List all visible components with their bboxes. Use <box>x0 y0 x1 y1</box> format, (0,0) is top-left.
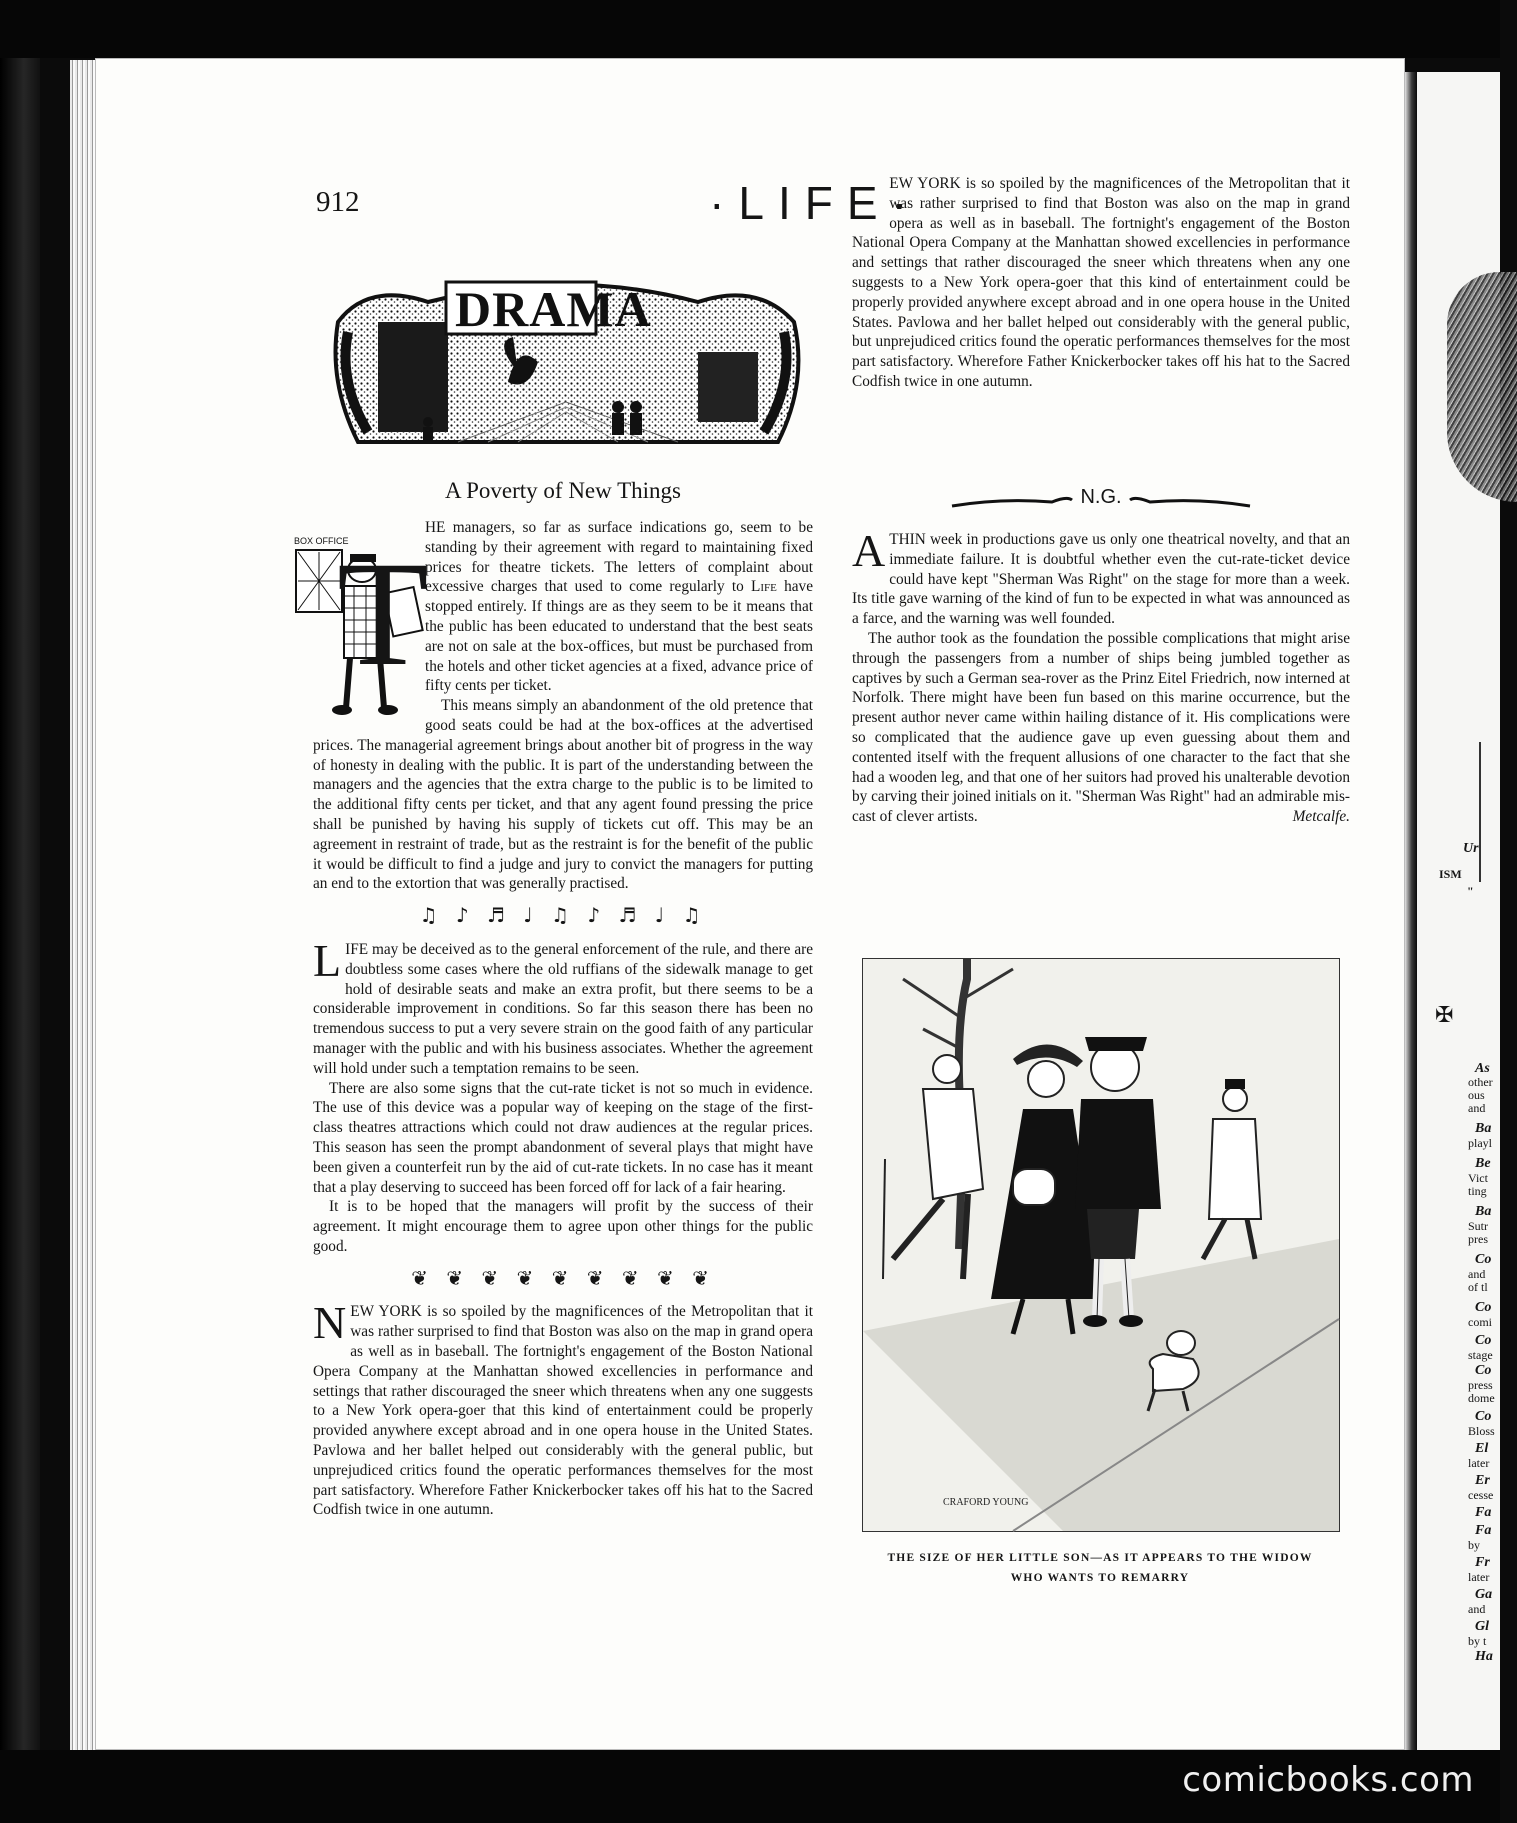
facing-page-fragment: Co <box>1475 1409 1492 1424</box>
divider-label: N.G. <box>1080 486 1122 508</box>
article-right-column <box>852 175 1350 827</box>
facing-page-fragment: ting <box>1468 1184 1487 1198</box>
paragraph-text: THIN week in productions gave us only one theatrical novelty, and that an immediate failure. It is doubtful whether even the cut-rate-ticket device could have kept "Sherman Was Right" on the stage for more than a week. Its title gave warning of the kind of fun to be expected in what was announced as a farce, and the warning was well founded. <box>852 531 1350 628</box>
facing-page-fragment: and <box>1468 1101 1486 1115</box>
drama-banner-illustration <box>318 262 814 460</box>
paragraph-text: EW YORK is so spoiled by the magnificences of the Metropolitan that it was rather surprised to find that Boston was also on the map in grand opera as well as in baseball. The fortnight's engagement of the Boston National Opera Company at the Manhattan showed excellencies in performance and settings that rather discouraged the sneer which threatens when any one suggests to a New York opera-goer that this kind of entertainment could be properly provided anywhere except abroad and in one opera house in the United States. Pavlowa and her ballet helped out considerably with the general public, but unprejudiced critics found the operatic performances themselves for the most part satisfactory. Wherefore Father Knickerbocker takes off his hat to the Sacred Codfish twice in one autumn. <box>313 1303 813 1519</box>
caption-line: THE SIZE OF HER LITTLE SON—AS IT APPEARS TO THE WIDOW <box>887 1552 1313 1564</box>
facing-page-fragment: El <box>1475 1441 1489 1456</box>
facing-page-fragment: Bloss <box>1468 1424 1495 1438</box>
cartoon-caption <box>852 1548 1348 1588</box>
scan-left-edge <box>0 0 40 1823</box>
decorative-ornament-row: ❦ ❦ ❦ ❦ ❦ ❦ ❦ ❦ ❦ <box>411 1265 715 1290</box>
masthead-title: ·LIFE· <box>709 177 921 229</box>
facing-page-fragment: Co <box>1475 1333 1492 1348</box>
section-divider <box>852 482 1350 522</box>
dropcap-L: L <box>313 934 342 986</box>
paragraph-text: The author took as the foundation the possible complications that might arise through the passengers from a number of ships being jumbled together as captives by such a German sea-rover as the Prinz Eitel Friedrich, now interned at Norfolk. There might have been fun based on this marine occurrence, but the present author never came within hailing distance of it. His complications were so complicated that the audience gave up even guessing about them and contented itself with the frequent allusions of one character to the fact that she had a wooden leg, and that one of her suitors had proved his unalterable devotion by carving their joined initials on it. "Sherman Was Right" had an admirable mis-cast of clever artists. <box>852 629 1350 826</box>
paragraph-text: IFE may be deceived as to the general enforcement of the rule, and there are doubtless some cases where the old ruffians of the sidewalk manage to get hold of desirable seats and make an extra profit, but there seems to be a considerable improvement in conditions. So far this season there has been no tremendous success to put a very severe strain on the good faith of any particular manager with the public and with his business associates. Whether the agreement will hold under such a temptation remains to be seen. <box>313 940 813 1077</box>
facing-page-fragment: press <box>1468 1378 1493 1392</box>
facing-page-fragment: Co <box>1475 1363 1492 1378</box>
facing-page-ornament-icon: ✠ <box>1435 1002 1454 1027</box>
scan-top-edge <box>0 0 1500 58</box>
caption-line: WHO WANTS TO REMARRY <box>1010 1572 1190 1584</box>
paragraph: This means simply an abandonment of the old pretence that good seats could be had at the box-offices at the advertised prices. The managerial agreement brings about another bit of progress in the way of honesty in dealing with the public. It is part of the understanding between the managers and the agencies that the extra charge to the public is to be limited to the additional fifty cents per ticket, and that any agent found pressing the price shall be punished by having his supply of tickets cut off. This may be an agreement in restraint of trade, but as the restraint is for the benefit of the public it would be difficult to find a judge and jury to convict the managers for putting an end to the extortion that was generally practised. <box>313 697 813 893</box>
paragraph-text: EW YORK is so spoiled by the magnificences of the Metropolitan that it was rather surprised to find that Boston was also on the map in grand opera as well as in baseball. The fortnight's engagement of the Boston National Opera Company at the Manhattan showed excellencies in performance and settings that rather discouraged the sneer which threatens when any one suggests to a New York opera-goer that this kind of entertainment could be properly provided anywhere except abroad and in one opera house in the United States. Pavlowa and her ballet helped out considerably with the general public, but unprejudiced critics found the operatic performances themselves for the most part satisfactory. Wherefore Father Knickerbocker takes off his hat to the Sacred Codfish twice in one autumn. <box>852 175 1350 390</box>
facing-page-fragment: Fr <box>1475 1555 1490 1570</box>
paragraph <box>313 934 813 1079</box>
facing-page-fragment: later <box>1468 1456 1490 1470</box>
facing-page-figure <box>1479 742 1502 882</box>
paragraph: It is to be hoped that the managers will profit by the success of their agreement. It might encourage them to agree upon other things for the public good. <box>313 1198 813 1255</box>
facing-page-fragment: Ha <box>1475 1649 1493 1664</box>
watermark-text: comicbooks.com <box>1182 1760 1474 1800</box>
facing-page-fragment: Ur <box>1463 841 1479 856</box>
drama-heading: DRAMA <box>455 281 652 337</box>
facing-page-fragment: ISM <box>1439 867 1462 881</box>
facing-page-illustration <box>1447 272 1517 502</box>
box-office-sign: BOX OFFICE <box>294 536 349 546</box>
facing-page-fragment: comi <box>1468 1315 1492 1329</box>
facing-page <box>1417 72 1500 1750</box>
binding-gutter <box>1405 72 1417 1750</box>
paragraph-text: HE managers, so far as surface indications go, seem to be standing by their agreement with regard to maintaining fixed prices for theatre tickets. The letters of complaint about excessive charges that used to come regularly to <box>425 519 813 596</box>
facing-page-fragment: Gl <box>1475 1619 1489 1634</box>
dropcap-A: A <box>852 525 886 576</box>
paragraph <box>313 1297 813 1519</box>
dropcap-N: N <box>313 1297 347 1349</box>
facing-page-fragment: of tl <box>1468 1280 1488 1294</box>
facing-page-fragment: " <box>1467 884 1474 898</box>
facing-page-fragment: later <box>1468 1570 1490 1584</box>
facing-page-fragment: dome <box>1468 1391 1495 1405</box>
cartoon-artist-signature: CRAFORD YOUNG <box>943 1497 1029 1508</box>
facing-page-fragment: Er <box>1475 1473 1490 1488</box>
cartoon-illustration <box>862 958 1340 1532</box>
facing-page-fragment: Be <box>1475 1156 1491 1171</box>
facing-page-fragment: Ba <box>1475 1204 1492 1219</box>
facing-page-fragment: Vict <box>1468 1171 1488 1185</box>
page-number: 912 <box>316 186 360 218</box>
facing-page-fragment: by t <box>1468 1634 1487 1648</box>
paragraph-continuation <box>852 175 1350 470</box>
facing-page-fragment: stage <box>1468 1348 1493 1362</box>
article-title: A Poverty of New Things <box>445 478 681 503</box>
facing-page-fragment: other <box>1468 1075 1493 1089</box>
paragraph <box>852 174 1350 392</box>
facing-page-fragment: Co <box>1475 1252 1492 1267</box>
facing-page-fragment: Ba <box>1475 1121 1492 1136</box>
dropcap-T: T <box>337 531 429 697</box>
paragraph <box>852 629 1350 827</box>
facing-page-fragment: ous <box>1468 1088 1485 1102</box>
paragraph <box>852 525 1350 629</box>
facing-page-fragment: and <box>1468 1602 1486 1616</box>
decorative-ornament-row: ♫ ♪ ♬ ♩ ♫ ♪ ♬ ♩ ♫ <box>419 903 707 928</box>
facing-page-fragment: Fa <box>1475 1505 1492 1520</box>
life-smallcaps: Life <box>751 578 777 596</box>
facing-page-fragment: by <box>1468 1538 1480 1552</box>
facing-page-fragment: and <box>1468 1267 1486 1281</box>
paragraph: There are also some signs that the cut-rate ticket is not so much in evidence. The use of this device was a popular way of keeping on the stage of the first-class theatres attractions which could not draw audiences at the regular prices. This season has seen the prompt abandonment of several plays that might have been given a counterfeit run by the aid of cut-rate tickets. In no case has it meant that a play deserving to succeed has been forced off for lack of a fair hearing. <box>313 1079 813 1196</box>
dropcap-figure-space <box>313 518 429 728</box>
facing-page-fragment: Ga <box>1475 1587 1493 1602</box>
facing-page-fragment: Fa <box>1475 1523 1492 1538</box>
author-signature: Metcalfe. <box>1292 808 1350 826</box>
facing-page-fragment: Sutr <box>1468 1219 1489 1233</box>
facing-page-fragment: pres <box>1468 1232 1488 1246</box>
facing-page-fragment: Co <box>1475 1300 1492 1315</box>
facing-page-fragment: playl <box>1468 1136 1492 1150</box>
facing-page-fragment: As <box>1475 1061 1490 1076</box>
facing-page-fragment: cesse <box>1468 1488 1494 1502</box>
paragraph-text: have stopped entirely. If things are as they seem to be it means that the public has been educated to understand that the best seats are not on sale at the box-offices, but must be purchased from the hotels and other ticket agencies at a fixed, advance price of fifty cents per ticket. <box>425 578 813 695</box>
article-left-column <box>313 518 813 1519</box>
